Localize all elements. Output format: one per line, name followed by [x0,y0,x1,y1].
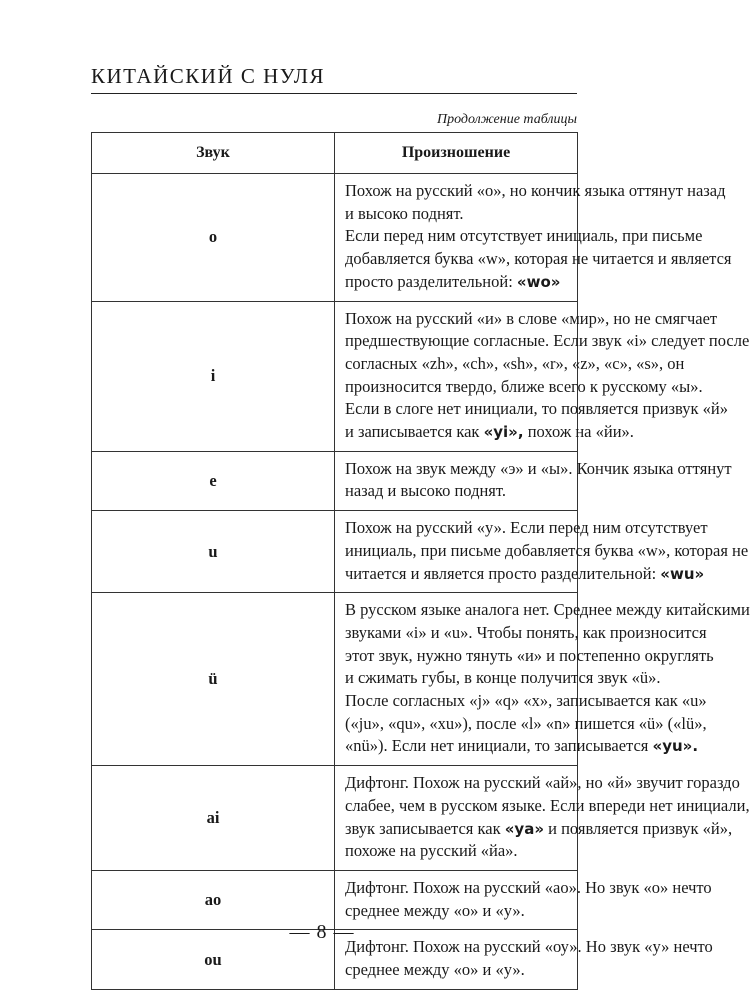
text-line: Похож на русский «о», но кончик языка оттянут назад [345,181,726,200]
table-row [92,511,578,593]
text-line: добавляется буква «w», которая не читается и является [345,249,732,269]
pronunciation-cell [335,593,750,766]
text-line: и сжимать губы, в конце получится звук «ü». [345,668,661,688]
text-line: Если в слоге нет инициали, то появляется призвук «й» [345,399,729,419]
sound-cell: o [92,174,335,302]
pronunciation-cell [335,174,732,302]
text-line: После согласных «j» «q» «x», записывается как «u» [345,691,707,711]
table-continuation-note: Продолжение таблицы [436,112,577,127]
table-row [92,766,578,871]
pronunciation-cell [335,870,712,929]
pronunciation-table [91,132,750,990]
table-row [92,593,578,766]
text-line: Похож на звук между «э» и «ы». Кончик языка оттянут [345,458,732,478]
pronunciation-cell [335,766,750,871]
text-line: Дифтонг. Похож на русский «ай», но «й» звучит гораздо [345,773,740,793]
text-line [345,563,705,586]
header-rule [91,93,577,94]
text-segment: звук записывается как [345,818,505,838]
text-line: назад и высоко поднят. [345,481,506,501]
spelling-example: «yi», [483,423,524,442]
text-line: Если перед ним отсутствует инициаль, при письме [345,226,703,246]
spelling-example: «yu». [652,737,699,756]
text-segment: читается и является просто разделительной: [345,563,661,583]
text-line: среднее между «о» и «у». [345,900,525,920]
text-line: и высоко поднят. [345,203,464,223]
spelling-example: «ya» [504,819,545,838]
text-segment: и появляется призвук «й», [544,818,733,838]
table-row [92,451,578,510]
text-line: звуками «i» и «u». Чтобы понять, как произносится [345,622,707,642]
text-line: В русском языке аналога нет. Среднее между китайскими [345,600,750,620]
table-row [92,174,578,302]
sound-cell: e [92,451,335,510]
text-segment: и записывается как [345,422,484,442]
pronunciation-cell [335,301,750,451]
header-pronunciation: Произношение [335,133,578,174]
text-line: этот звук, нужно тянуть «и» и постепенно округлять [345,645,714,665]
text-line [345,735,699,758]
text-line: согласных «zh», «ch», «sh», «r», «z», «c», «s», он [345,353,685,373]
text-line [345,271,569,294]
spelling-example: «wo» [516,272,561,291]
pronunciation-cell [335,511,749,593]
sound-cell: ü [92,593,335,766]
sound-cell: ao [92,870,335,929]
header-sound: Звук [92,133,335,174]
text-line: Дифтонг. Похож на русский «оу». Но звук «у» нечто [345,937,713,957]
text-segment: просто разделительной: [345,271,517,291]
text-line: похоже на русский «йа». [345,841,518,861]
text-line: инициаль, при письме добавляется буква «w», которая не [345,540,749,560]
sound-cell: ou [92,930,335,989]
text-line: Дифтонг. Похож на русский «ао». Но звук «о» нечто [345,877,712,897]
text-line: Похож на русский «и» в слове «мир», но не смягчает [345,308,718,328]
sound-cell: u [92,511,335,593]
running-head: КИТАЙСКИЙ С НУЛЯ [91,64,326,88]
text-line: слабее, чем в русском языке. Если впереди нет инициали, [345,795,750,815]
text-line: («ju», «qu», «xu»), после «l» «n» пишется «ü» («lü», [345,713,707,733]
table-header-row [92,133,578,174]
text-line: среднее между «о» и «у». [345,960,525,980]
text-line: предшествующие согласные. Если звук «i» следует после [345,331,750,351]
text-segment: «nü»). Если нет инициали, то записывается [345,736,653,756]
table-row [92,301,578,451]
text-line [345,818,733,841]
page-number: — 8 — [289,921,355,943]
text-line: Похож на русский «у». Если перед ним отсутствует [345,518,708,538]
text-line [345,421,634,444]
sound-cell: ai [92,766,335,871]
text-line: произносится твердо, ближе всего к русскому «ы». [345,376,703,396]
sound-cell: i [92,301,335,451]
text-segment: похож на «йи». [523,422,634,442]
pronunciation-cell [335,451,732,510]
spelling-example: «wu» [660,564,705,583]
